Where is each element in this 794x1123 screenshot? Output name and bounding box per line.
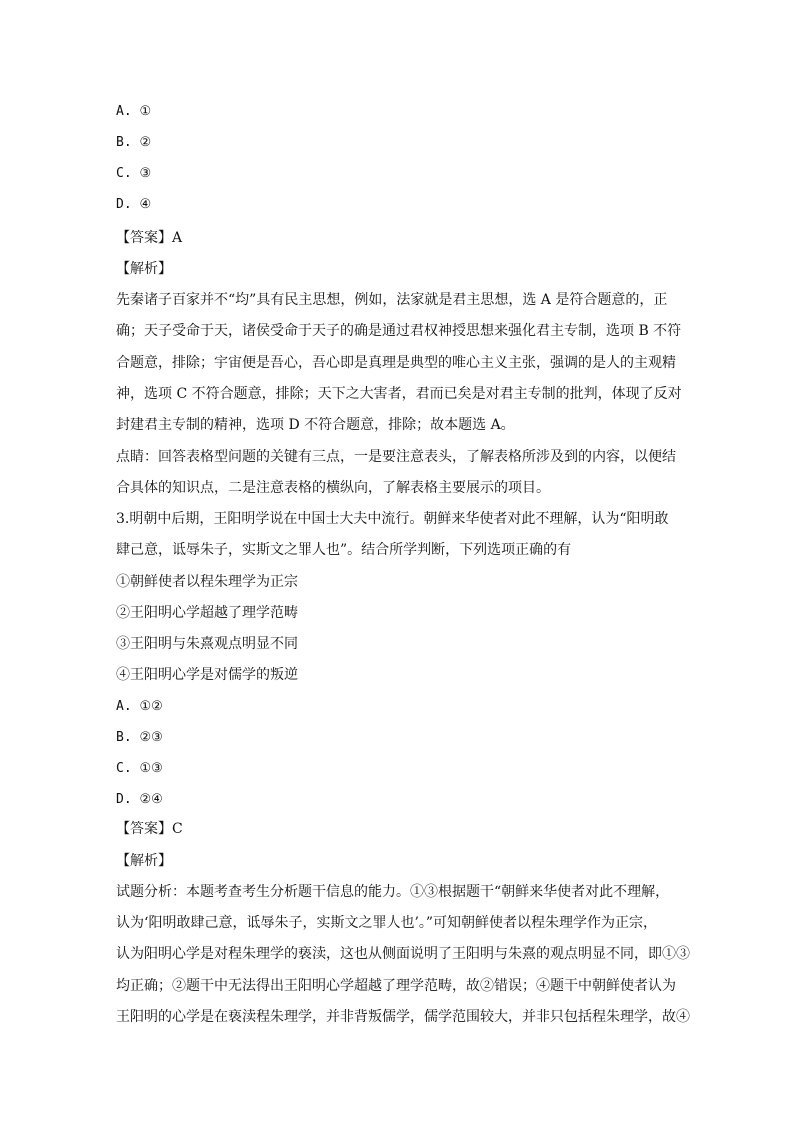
q3-analysis-line: 认为阳明心学是对程朱理学的亵渎，这也从侧面说明了王阳明与朱熹的观点明显不同，即①③: [116, 946, 690, 962]
q2-tip-line: 点睛：回答表格型问题的关键有三点，一是要注意表头，了解表格所涉及到的内容，以便结: [116, 449, 676, 465]
q3-stem-line: 肆己意，诋辱朱子，实斯文之罪人也”。结合所学判断，下列选项正确的有: [116, 542, 572, 558]
q2-analysis-line: 先秦诸子百家并不“均”具有民主思想，例如，法家就是君主思想，选 A 是符合题意的，正: [116, 292, 668, 308]
q3-analysis-line: 均正确；②题干中无法得出王阳明心学超越了理学范畴，故②错误；④题干中朝鲜使者认为: [116, 978, 676, 994]
q3-option-b: B. ②③: [116, 730, 163, 745]
q2-analysis-line: 神，选项 C 不符合题意，排除；天下之大害者，君而已矣是对君主专制的批判，体现了反对: [116, 386, 682, 402]
q3-answer: 【答案】C: [116, 821, 183, 837]
q2-option-a: A. ①: [116, 104, 152, 119]
q2-analysis-line: 合题意，排除；宇宙便是吾心，吾心即是真理是典型的唯心主义主张，强调的是人的主观精: [116, 355, 676, 371]
q2-analysis-title: 【解析】: [116, 261, 172, 277]
q2-option-d: D. ④: [116, 197, 152, 212]
q2-analysis-line: 封建君主专制的精神，选项 D 不符合题意，排除；故本题选 A。: [116, 417, 515, 433]
q3-analysis-line: 认为‘阳明敢肆己意，诋辱朱子，实斯文之罪人也’。”可知朝鲜使者以程朱理学作为正宗，: [116, 915, 658, 931]
q3-analysis-line: 试题分析：本题考查考生分析题干信息的能力。①③根据题干“朝鲜来华使者对此不理解，: [116, 884, 670, 900]
q2-tip-line: 合具体的知识点，二是注意表格的横纵向，了解表格主要展示的项目。: [116, 480, 550, 496]
q3-statement: ④王阳明心学是对儒学的叛逆: [116, 667, 298, 683]
q2-analysis-line: 确；天子受命于天，诸侯受命于天子的确是通过君权神授思想来强化君主专制，选项 B 不符: [116, 323, 682, 339]
q2-option-c: C. ③: [116, 166, 152, 181]
q3-analysis-title: 【解析】: [116, 853, 172, 869]
q2-option-b: B. ②: [116, 135, 152, 150]
q3-analysis-line: 王阳明的心学是在亵渎程朱理学，并非背叛儒学，儒学范围较大，并非只包括程朱理学，故④: [116, 1009, 690, 1025]
q3-statement: ③王阳明与朱熹观点明显不同: [116, 636, 298, 652]
q2-answer: 【答案】A: [116, 230, 183, 246]
q3-option-d: D. ②④: [116, 792, 163, 807]
q3-statement: ②王阳明心学超越了理学范畴: [116, 605, 298, 621]
q3-statement: ①朝鲜使者以程朱理学为正宗: [116, 574, 298, 590]
q3-option-a: A. ①②: [116, 699, 163, 714]
q3-option-c: C. ①③: [116, 761, 163, 776]
q3-stem-line: 3.明朝中后期，王阳明学说在中国士大夫中流行。朝鲜来华使者对此不理解，认为“阳明敢: [116, 511, 669, 527]
